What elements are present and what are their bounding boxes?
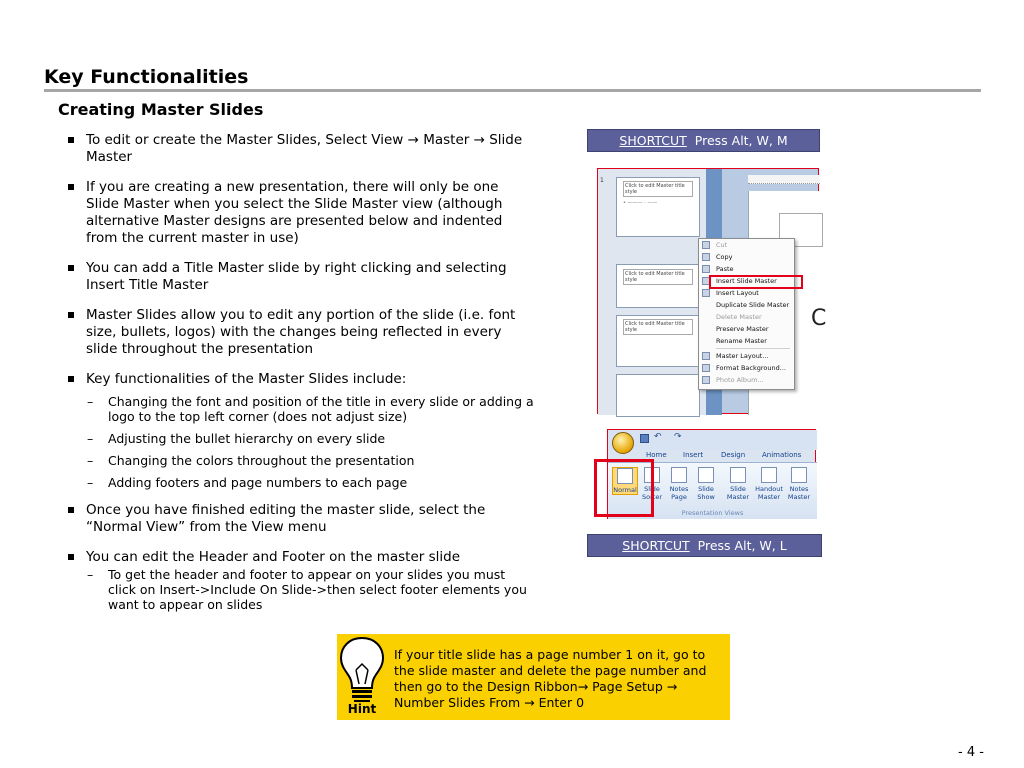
slide-master-screenshot: [597, 168, 827, 414]
group-label: Presentation Views: [681, 509, 744, 517]
sub-bullet-text: Changing the font and position of the title in every slide or adding a logo to the top left corner (does not adjust size): [108, 394, 534, 424]
dash-icon: –: [87, 431, 94, 446]
bullet-square-icon: [68, 312, 74, 318]
shortcut-keys: Press Alt, W, L: [697, 538, 787, 553]
handout-master-button[interactable]: [754, 467, 784, 501]
sub-bullet-item: [60, 453, 535, 468]
slide-show-icon: [698, 467, 714, 483]
slide-show-button[interactable]: [694, 467, 718, 501]
menu-label: Rename Master: [716, 337, 767, 345]
page-number: - 4 -: [958, 745, 984, 760]
bullet-item: [60, 260, 535, 294]
bullet-item: [60, 179, 535, 247]
master-layout-icon: [702, 352, 710, 360]
shortcut-keys: Press Alt, W, M: [694, 133, 788, 148]
dash-icon: –: [87, 475, 94, 490]
layout-thumbnail: [616, 264, 700, 308]
quick-access-toolbar: [608, 430, 817, 450]
button-label: Slide Sorter: [642, 485, 662, 501]
menu-label: Photo Album...: [716, 376, 764, 384]
hint-text: If your title slide has a page number 1 on it, go to the slide master and delete the page number and then go to the Design Ribbon→ Page Setup → Number Slides From → Enter 0: [394, 647, 707, 710]
sub-bullet-text: To get the header and footer to appear on your slides you must click on Insert->Include On Slide->then select footer elements you want to appear on slides: [108, 567, 527, 612]
bullet-square-icon: [68, 376, 74, 382]
sub-bullet-item: [60, 431, 535, 446]
bullet-text: Key functionalities of the Master Slides include:: [86, 371, 407, 387]
shortcut-label: SHORTCUT: [619, 133, 687, 148]
menu-label: Copy: [716, 253, 733, 261]
tab-insert[interactable]: Insert: [683, 451, 704, 459]
bullet-text: To edit or create the Master Slides, Select View → Master → Slide Master: [86, 132, 523, 165]
photo-album-icon: [702, 376, 710, 384]
menu-item-format-background[interactable]: [699, 362, 794, 374]
notes-master-button[interactable]: [787, 467, 811, 501]
thumbnail-body: • ——— · ——: [623, 200, 658, 206]
bullet-text: Once you have finished editing the master slide, select the “Normal View” from the View menu: [86, 502, 486, 535]
bullet-text: If you are creating a new presentation, there will only be one Slide Master when you select the Slide Master view (although alternative Master designs are presented below and indented from the current master in use): [86, 179, 503, 246]
menu-label: Insert Layout: [716, 289, 759, 297]
title-divider: [44, 89, 981, 92]
menu-item-photo-album[interactable]: [699, 374, 794, 386]
sub-bullet-list: [60, 567, 535, 612]
copy-icon: [702, 253, 710, 261]
menu-item-delete-master[interactable]: [699, 311, 794, 323]
menu-label: Format Background...: [716, 364, 786, 372]
notes-page-button[interactable]: [667, 467, 691, 501]
menu-label: Duplicate Slide Master: [716, 301, 790, 309]
tab-design[interactable]: Design: [721, 451, 746, 459]
slide-number: 1: [600, 177, 604, 184]
bullet-square-icon: [68, 184, 74, 190]
menu-label: Delete Master: [716, 313, 762, 321]
shortcut-box-master: [587, 129, 820, 152]
bullet-square-icon: [68, 137, 74, 143]
format-background-icon: [702, 364, 710, 372]
sub-bullet-item: [60, 567, 535, 612]
menu-item-cut[interactable]: [699, 239, 794, 251]
hint-label: Hint: [347, 702, 377, 716]
button-label: Notes Master: [787, 485, 811, 501]
bullet-text: You can edit the Header and Footer on the master slide: [86, 549, 460, 565]
bullet-item: [60, 132, 535, 166]
context-menu: [698, 238, 795, 390]
dash-icon: –: [87, 567, 94, 582]
ruler: [748, 175, 820, 184]
thumbnail-title: Click to edit Master title style: [623, 269, 693, 285]
thumbnail-title: Click to edit Master title style: [623, 319, 693, 335]
shortcut-box-normal: [587, 534, 822, 557]
canvas-text-fragment: C: [811, 306, 827, 331]
layout-thumbnail: [616, 315, 700, 367]
layout-thumbnail: [616, 374, 700, 417]
sub-bullet-item: [60, 394, 535, 424]
menu-item-preserve-master[interactable]: [699, 323, 794, 335]
button-label: Slide Master: [726, 485, 750, 501]
handout-master-icon: [761, 467, 777, 483]
cut-icon: [702, 241, 710, 249]
paste-icon: [702, 265, 710, 273]
thumbnail-pane: [598, 169, 708, 415]
page-title: Key Functionalities: [44, 66, 249, 88]
hint-box: [337, 634, 730, 720]
highlight-insert-slide-master: [709, 275, 803, 289]
bullet-text: Master Slides allow you to edit any portion of the slide (i.e. font size, bullets, logos) with the changes being reflected in every slide throughout the presentation: [86, 307, 516, 357]
menu-item-copy[interactable]: [699, 251, 794, 263]
sub-bullet-list: [60, 394, 535, 490]
bullet-item: [60, 307, 535, 358]
master-thumbnail: [616, 177, 700, 237]
thumbnail-title: Click to edit Master title style: [623, 181, 693, 197]
sub-bullet-text: Changing the colors throughout the presentation: [108, 453, 415, 468]
notes-page-icon: [671, 467, 687, 483]
sub-bullet-item: [60, 475, 535, 490]
dash-icon: –: [87, 453, 94, 468]
bullet-square-icon: [68, 554, 74, 560]
insert-layout-icon: [702, 289, 710, 297]
menu-separator: [716, 348, 790, 349]
menu-item-master-layout[interactable]: [699, 350, 794, 362]
redo-icon[interactable]: ↷: [674, 432, 682, 442]
menu-label: Cut: [716, 241, 728, 249]
button-label: Slide Show: [697, 485, 715, 501]
tab-home[interactable]: Home: [646, 451, 667, 459]
bullet-item: [60, 371, 535, 388]
menu-label: Paste: [716, 265, 734, 273]
menu-label: Insert Slide Master: [716, 277, 777, 285]
menu-item-paste[interactable]: [699, 263, 794, 275]
sub-bullet-text: Adjusting the bullet hierarchy on every slide: [108, 431, 386, 446]
highlight-normal-view: [594, 459, 654, 517]
button-label: Normal: [613, 486, 637, 494]
button-label: Handout Master: [755, 485, 783, 501]
shortcut-label: SHORTCUT: [622, 538, 690, 553]
button-label: Notes Page: [669, 485, 689, 501]
bullet-square-icon: [68, 265, 74, 271]
bullet-text: You can add a Title Master slide by right clicking and selecting Insert Title Master: [86, 260, 507, 293]
menu-item-rename-master[interactable]: [699, 335, 794, 347]
menu-item-duplicate-slide-master[interactable]: [699, 299, 794, 311]
undo-icon[interactable]: ↶: [654, 432, 662, 442]
tab-animations[interactable]: Animations: [762, 451, 802, 459]
menu-label: Preserve Master: [716, 325, 769, 333]
sub-bullet-text: Adding footers and page numbers to each page: [108, 475, 408, 490]
slide-master-icon: [730, 467, 746, 483]
bullet-item: [60, 549, 535, 566]
bullet-list: [60, 132, 535, 624]
dash-icon: –: [87, 394, 94, 409]
menu-label: Master Layout...: [716, 352, 769, 360]
slide-master-button[interactable]: [726, 467, 750, 501]
bullet-item: [60, 502, 535, 536]
notes-master-icon: [791, 467, 807, 483]
section-subtitle: Creating Master Slides: [58, 100, 264, 119]
save-icon[interactable]: [640, 434, 649, 443]
bullet-square-icon: [68, 507, 74, 513]
